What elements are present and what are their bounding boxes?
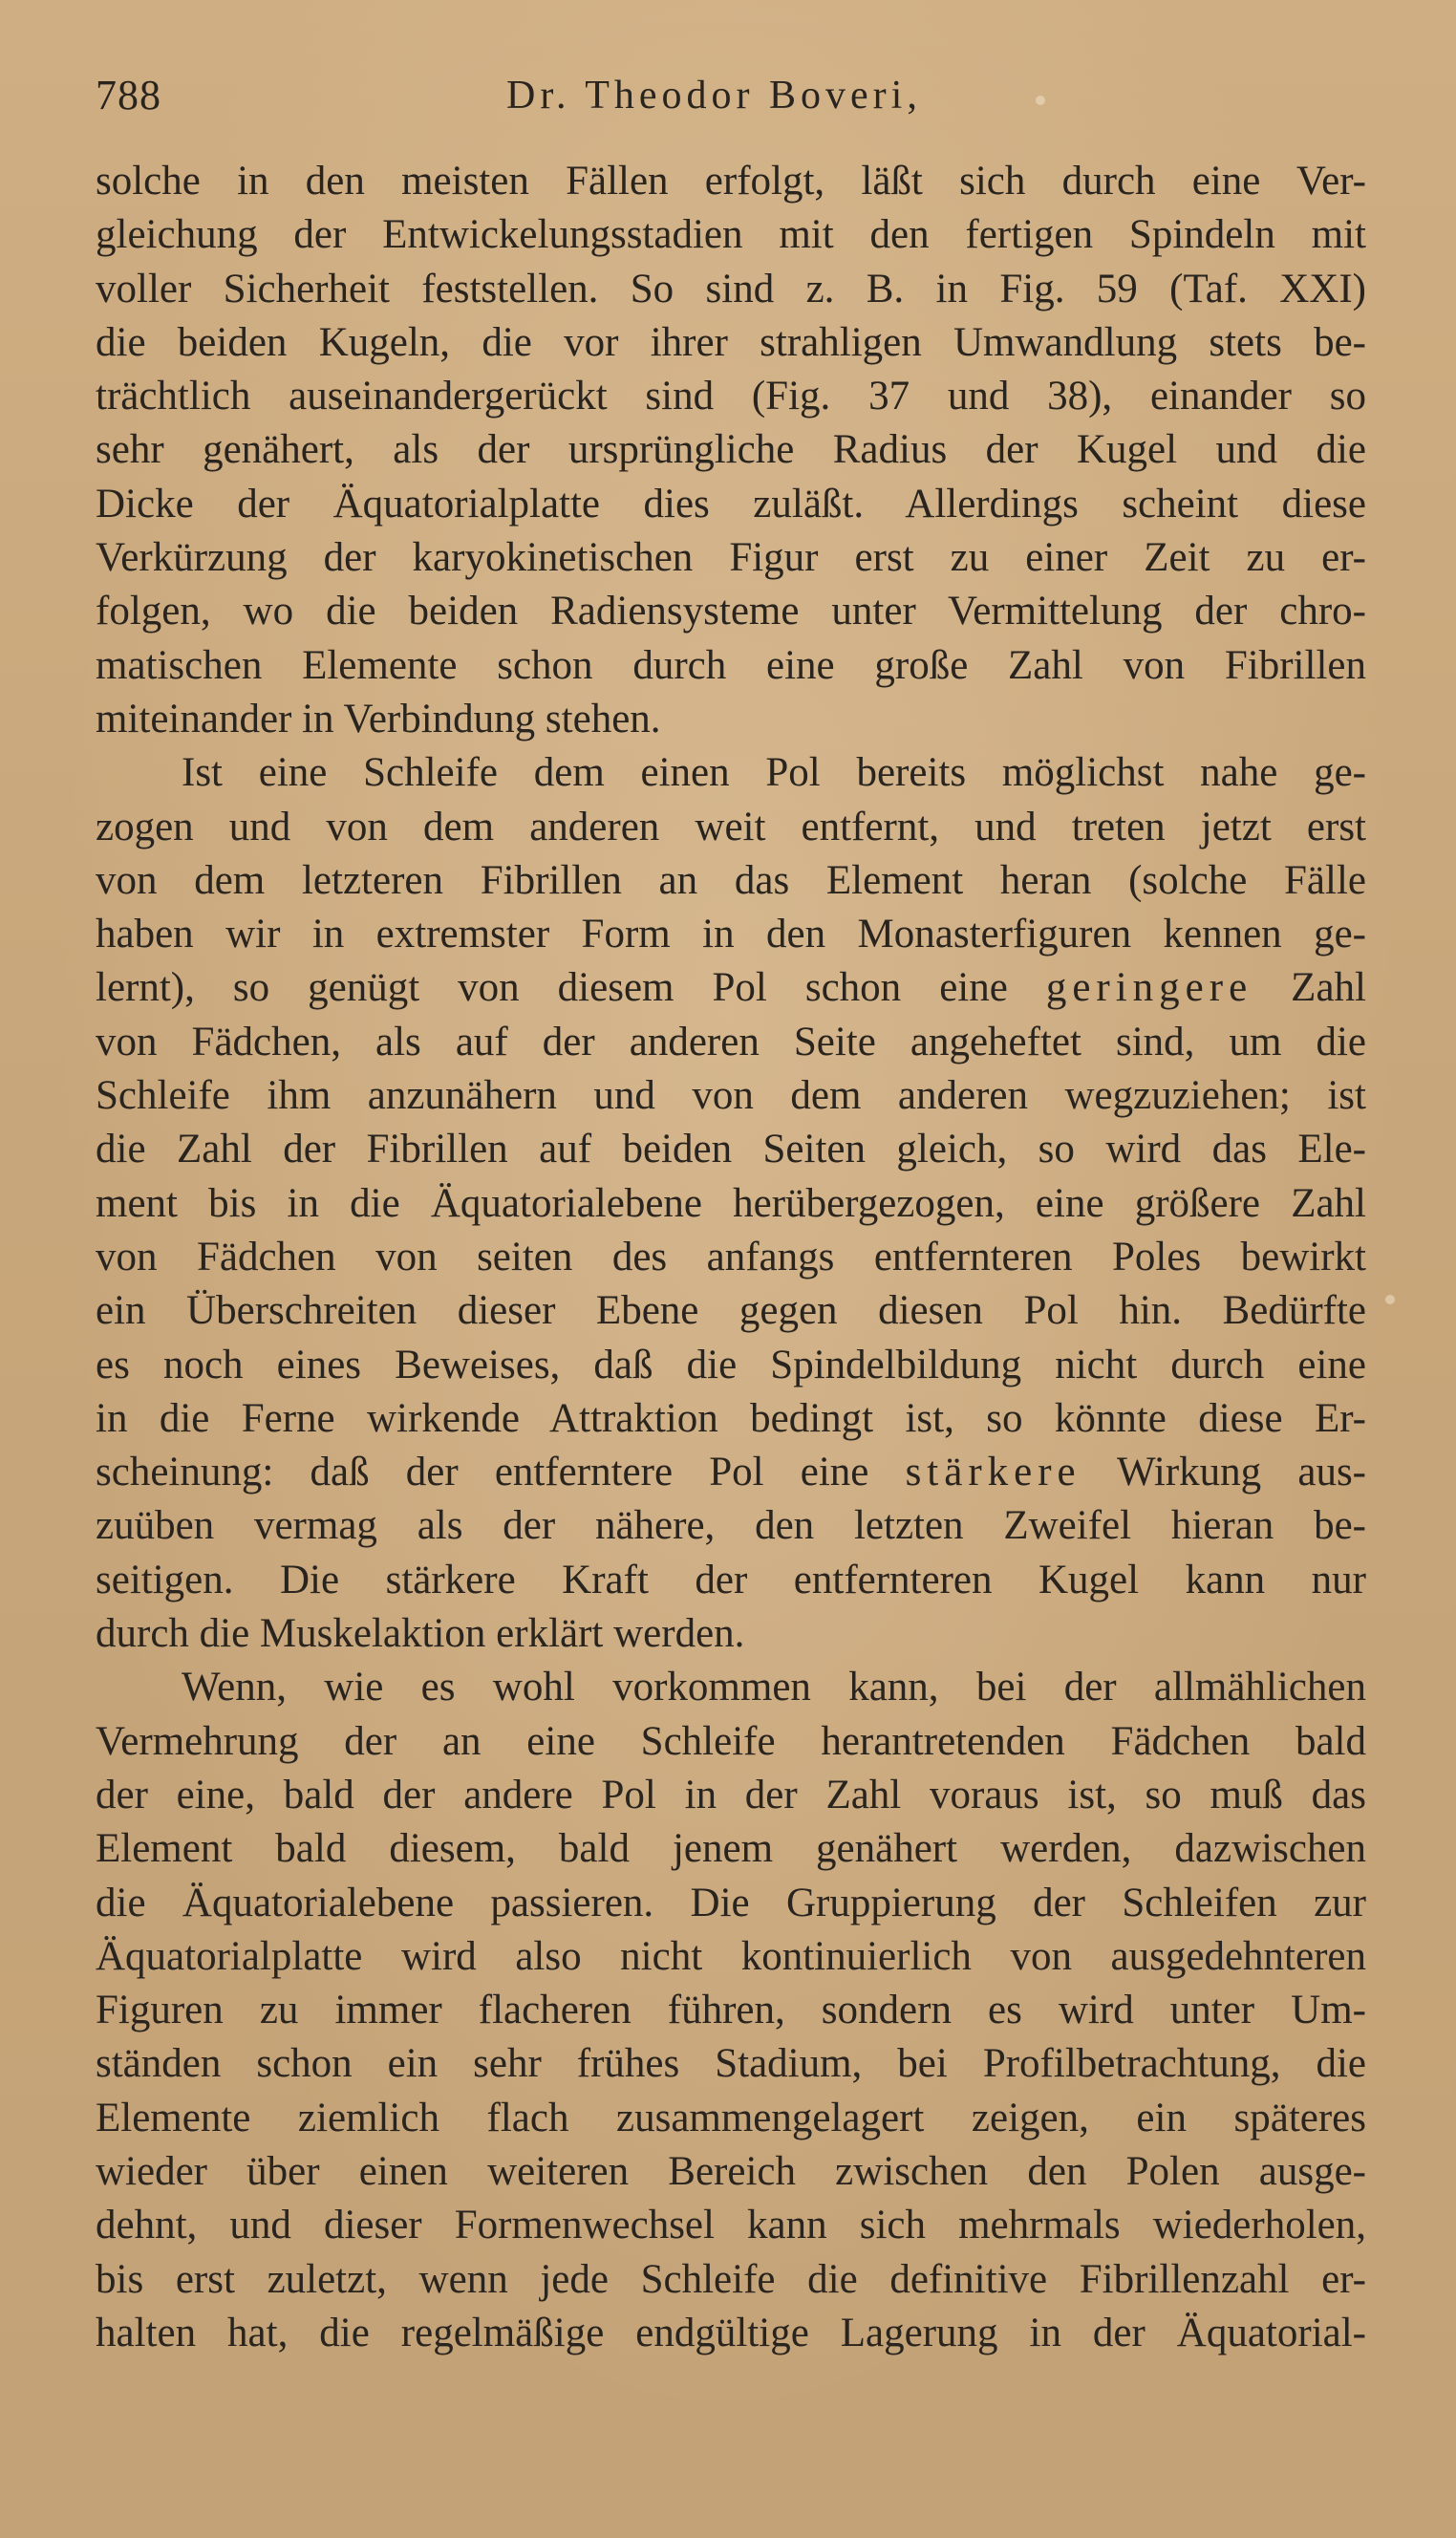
text-line: die beiden Kugeln, die vor ihrer strahligen Umwandlung stets be- — [96, 319, 1366, 365]
text-line: Element bald diesem, bald jenem genähert werden, dazwischen — [96, 1826, 1366, 1872]
text-line: ständen schon ein sehr frühes Stadium, bei Profilbetrachtung, die — [96, 2041, 1366, 2087]
text-line: seitigen. Die stärkere Kraft der entfernteren Kugel kann nur — [96, 1557, 1366, 1602]
text-line: Elemente ziemlich flach zusammengelagert zeigen, ein späteres — [96, 2095, 1366, 2140]
running-head: Dr. Theodor Boveri, — [506, 74, 922, 118]
text-line: zuüben vermag als der nähere, den letzten Zweifel hieran be- — [96, 1503, 1366, 1549]
text-line: haben wir in extremster Form in den Monasterfiguren kennen ge- — [96, 912, 1366, 957]
text-line: Verkürzung der karyokinetischen Figur erst zu einer Zeit zu er- — [96, 535, 1366, 581]
text-line: Dicke der Äquatorialplatte dies zuläßt. Allerdings scheint diese — [96, 481, 1366, 527]
paragraph-start-line: Ist eine Schleife dem einen Pol bereits möglichst nahe ge- — [182, 750, 1366, 796]
text-line: die Zahl der Fibrillen auf beiden Seiten gleich, so wird das Ele- — [96, 1127, 1366, 1172]
text-line: folgen, wo die beiden Radiensysteme unter Vermittelung der chro- — [96, 589, 1366, 634]
text-line: es noch eines Beweises, daß die Spindelbildung nicht durch eine — [96, 1342, 1366, 1387]
text-line: trächtlich auseinandergerückt sind (Fig. 37 und 38), einander so — [96, 374, 1366, 419]
text-line: Schleife ihm anzunähern und von dem anderen wegzuziehen; ist — [96, 1073, 1366, 1119]
text-line: Äquatorialplatte wird also nicht kontinuierlich von ausgedehnteren — [96, 1933, 1366, 1979]
paragraph-end-line: durch die Muskelaktion erklärt werden. — [96, 1611, 745, 1657]
text-line: voller Sicherheit feststellen. So sind z. B. in Fig. 59 (Taf. XXI) — [96, 266, 1366, 312]
text-line: bis erst zuletzt, wenn jede Schleife die definitive Fibrillenzahl er- — [96, 2256, 1366, 2302]
text-line: lernt), so genügt von diesem Pol schon eine geringere Zahl — [96, 965, 1366, 1011]
text-line: zogen und von dem anderen weit entfernt, und treten jetzt erst — [96, 804, 1366, 850]
spaced-emphasis: stärkere — [905, 1450, 1081, 1495]
text-line: von dem letzteren Fibrillen an das Element heran (solche Fälle — [96, 857, 1366, 903]
page-number: 788 — [96, 72, 161, 118]
text-line: von Fädchen von seiten des anfangs entfernteren Poles bewirkt — [96, 1234, 1366, 1280]
text-line: von Fädchen, als auf der anderen Seite angeheftet sind, um die — [96, 1019, 1366, 1065]
text-line: matischen Elemente schon durch eine große Zahl von Fibrillen — [96, 642, 1366, 688]
text-line: dehnt, und dieser Formenwechsel kann sich mehrmals wiederholen, — [96, 2203, 1366, 2248]
paper-speck — [1036, 96, 1045, 105]
paragraph-end-line: miteinander in Verbindung stehen. — [96, 696, 661, 742]
paper-speck — [1385, 1295, 1395, 1304]
text-line: sehr genähert, als der ursprüngliche Radius der Kugel und die — [96, 427, 1366, 473]
text-line: Figuren zu immer flacheren führen, sondern es wird unter Um- — [96, 1988, 1366, 2033]
text-line: scheinung: daß der entferntere Pol eine stärkere Wirkung aus- — [96, 1450, 1366, 1495]
text-line: ein Überschreiten dieser Ebene gegen diesen Pol hin. Bedürfte — [96, 1288, 1366, 1334]
text-line: Vermehrung der an eine Schleife herantretenden Fädchen bald — [96, 1718, 1366, 1764]
page-header — [96, 67, 1366, 124]
text-line: in die Ferne wirkende Attraktion bedingt ist, so könnte diese Er- — [96, 1395, 1366, 1441]
body-text — [96, 155, 1366, 2360]
text-line: die Äquatorialebene passieren. Die Gruppierung der Schleifen zur — [96, 1880, 1366, 1925]
text-line: solche in den meisten Fällen erfolgt, läßt sich durch eine Ver- — [96, 159, 1366, 204]
paragraph-start-line: Wenn, wie es wohl vorkommen kann, bei der allmählichen — [182, 1665, 1366, 1710]
text-line: ment bis in die Äquatorialebene herübergezogen, eine größere Zahl — [96, 1180, 1366, 1226]
text-line: gleichung der Entwickelungsstadien mit den fertigen Spindeln mit — [96, 212, 1366, 258]
text-line: der eine, bald der andere Pol in der Zahl voraus ist, so muß das — [96, 1772, 1366, 1817]
spaced-emphasis: geringere — [1045, 965, 1253, 1011]
text-line: wieder über einen weiteren Bereich zwischen den Polen ausge- — [96, 2148, 1366, 2194]
text-line: halten hat, die regelmäßige endgültige Lagerung in der Äquatorial- — [96, 2310, 1366, 2355]
